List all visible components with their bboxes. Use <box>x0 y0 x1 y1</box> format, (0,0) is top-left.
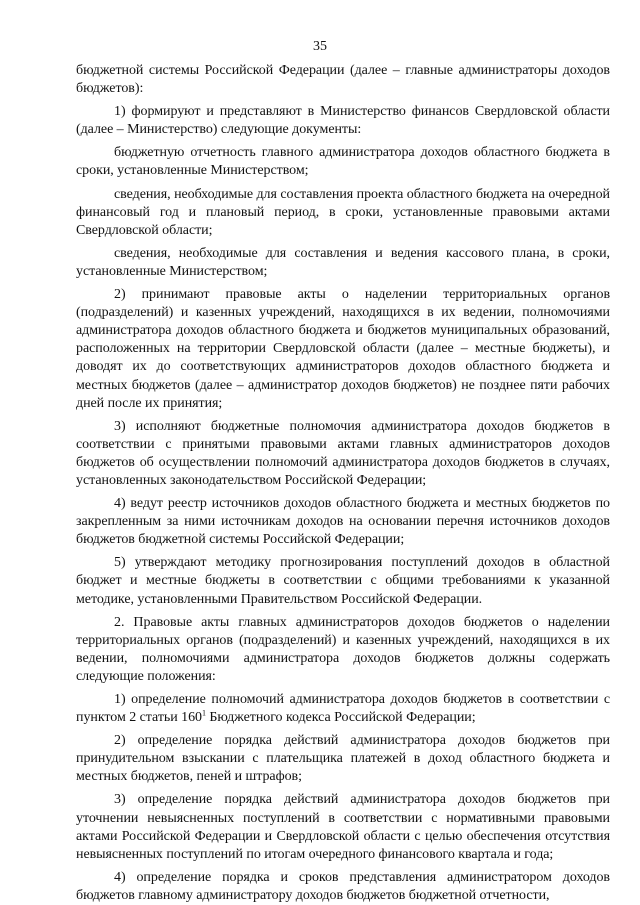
paragraph-5: сведения, необходимые для составления и ведения кассового плана, в сроки, установленные Министерством; <box>76 245 610 279</box>
paragraph-1: бюджетной системы Российской Федерации (далее – главные администраторы доходов бюджетов): <box>76 63 610 97</box>
paragraph-3: бюджетную отчетность главного администратора доходов областного бюджета в сроки, установленные Министерством; <box>76 145 610 179</box>
paragraph-6: 2) принимают правовые акты о наделении территориальных органов (подразделений) и казенных учреждений, находящихся в их ведении, полномочиями администратора доходов областного бюджета и бюджетов муниципальных образований, расположенных на территории Свердловской области (далее – местные бюджеты), и доводят их до соответствующих администраторов доходов областного бюджета и местных бюджетов (далее – администратор доходов бюджетов) не позднее пяти рабочих дней после их принятия; <box>76 287 610 411</box>
paragraph-14: 4) определение порядка и сроков представления администратором доходов бюджетов главному администратору доходов бюджетов бюджетной отчетности, <box>76 869 610 903</box>
article-superscript: 1 <box>201 708 206 718</box>
page-number: 35 <box>313 39 327 54</box>
paragraph-12: 2) определение порядка действий администратора доходов бюджетов при принудительном взыскании с плательщика платежей в доход областного бюджета и местных бюджетов, пеней и штрафов; <box>76 733 610 785</box>
paragraph-7: 3) исполняют бюджетные полномочия администратора доходов бюджетов в соответствии с принятыми правовыми актами главных администраторов доходов бюджетов об осуществлении полномочий администратора доходов бюджетов в случаях, установленных законодательством Российской Федерации; <box>76 418 610 488</box>
paragraph-9: 5) утверждают методику прогнозирования поступлений доходов в областной бюджет и местные бюджеты в соответствии с общими требованиями к указанной методике, установленными Правительством Российской Федерации. <box>76 555 610 607</box>
document-body <box>76 62 610 905</box>
paragraph-11 <box>76 691 610 727</box>
paragraph-11-text: 1) определение полномочий администратора доходов бюджетов в соответствии с пунктом 2 статьи 160 <box>76 692 610 726</box>
paragraph-2: 1) формируют и представляют в Министерство финансов Свердловской области (далее – Министерство) следующие документы: <box>76 104 610 138</box>
paragraph-4: сведения, необходимые для составления проекта областного бюджета на очередной финансовый год и плановый период, в сроки, установленные правовыми актами Свердловской области; <box>76 186 610 238</box>
paragraph-11-text-after: Бюджетного кодекса Российской Федерации; <box>205 710 476 726</box>
paragraph-8: 4) ведут реестр источников доходов областного бюджета и местных бюджетов по закрепленным за ними источникам доходов на основании перечня источников доходов бюджетов бюджетной системы Российской Федерации; <box>76 496 610 548</box>
paragraph-13: 3) определение порядка действий администратора доходов бюджетов при уточнении невыясненных поступлений в соответствии с нормативными правовыми актами Российской Федерации и Свердловской области с целью обеспечения отсутствия невыясненных поступлений по итогам очередного финансового квартала и года; <box>76 792 610 862</box>
paragraph-10: 2. Правовые акты главных администраторов доходов бюджетов о наделении территориальных органов (подразделений) и казенных учреждений, находящихся в их ведении, полномочиями администратора доходов бюджетов должны содержать следующие положения: <box>76 614 610 684</box>
